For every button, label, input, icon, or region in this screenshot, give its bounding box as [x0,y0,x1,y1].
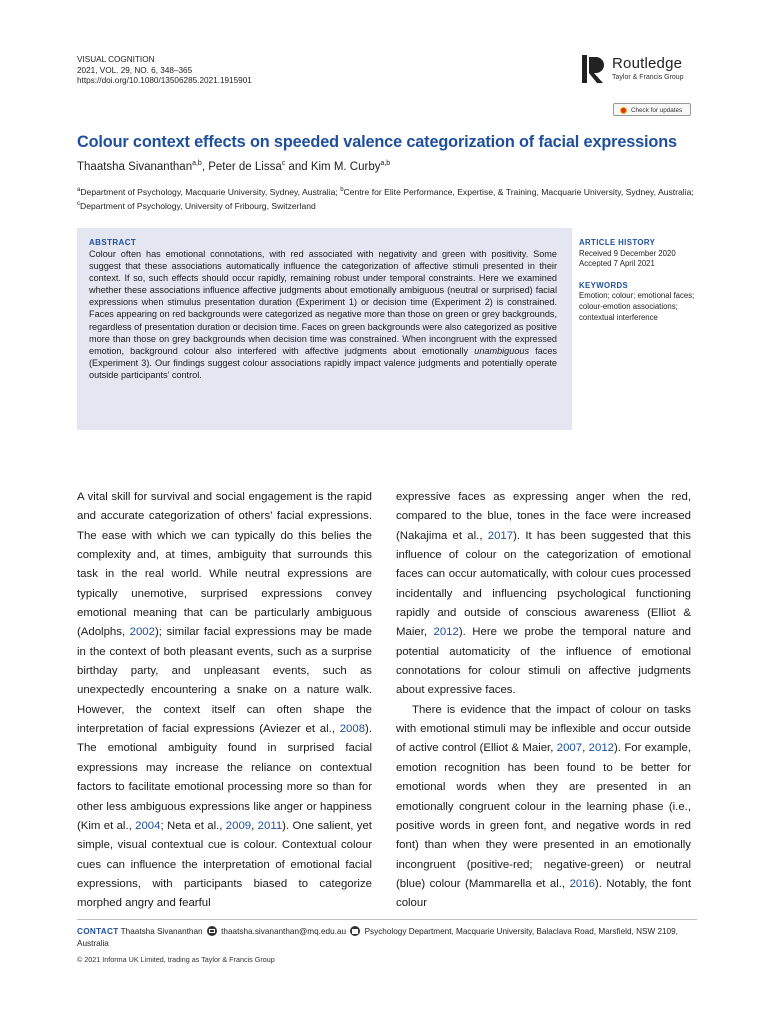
affiliation-mark: a [77,187,81,193]
affiliation-text: Department of Psychology, University of Fribourg, Switzerland [80,201,316,212]
check-for-updates-label: Check for updates [631,107,683,114]
keywords-heading: KEYWORDS [579,280,629,290]
citation-link[interactable]: 2009 [225,819,252,832]
author-affiliation-mark: a,b [380,160,391,167]
body-text: ; Neta et al., [160,819,226,832]
contact-info [77,926,702,949]
contact-label: CONTACT [77,927,119,936]
affiliation-text: Centre for Elite Performance, Expertise, & Training, Macquarie University, Sydney, Australia; [343,186,694,197]
article-history-heading: ARTICLE HISTORY [579,238,656,247]
body-text: expressive faces as expressing anger when the red, compared to the blue, tones in the face were increased (Nakajima et al., [396,491,691,542]
affiliation-text: Department of Psychology, Macquarie University, Sydney, Australia; [80,186,341,197]
author-list [77,160,390,173]
body-text: ). Here we probe the temporal nature and potential automaticity of the influence of emotional connotations for colour stimuli on affective judgments about expressive faces. [396,626,691,697]
journal-volume: 2021, VOL. 29, NO. 6, 348–365 [77,65,193,75]
body-text: ). The emotional ambiguity found in surprised facial expressions may increase the reliance on contextual factors to facilitate emotional processing more so than for other less ambiguous expressions like anger or happiness (Kim et al., [77,723,372,832]
contact-address: Psychology Department, Macquarie University, Balaclava Road, Marsfield, NSW 2109, Australia [77,927,678,948]
email-icon [207,926,217,936]
routledge-logo-icon [580,53,608,85]
citation-link[interactable]: 2016 [569,877,595,890]
crossmark-icon [620,107,627,114]
author-name[interactable]: Thaatsha Sivananthan [77,160,193,173]
contact-email-link[interactable]: thaatsha.sivananthan@mq.edu.au [221,927,346,936]
citation-link[interactable]: 2012 [433,626,459,639]
body-text: ). Notably, the font colour [396,877,691,910]
journal-name: VISUAL COGNITION [77,55,155,64]
body-text: ). It has been suggested that this influence of colour on the categorization of emotional faces can occur automatically, with colour cues processed incidentally and influencing psychological functioning rapidly and outside of conscious awareness (Elliot & Maier, [396,529,691,639]
body-text: A vital skill for survival and social engagement is the rapid and accurate categorization of others’ facial expressions. The ease with which we can typically do this belies the complexity and, at times, ambiguity that surrounds this task in the real world. While neutral expressions are typically unemotive, surprised expressions convey emotional meaning that can be particularly ambiguous (Adolphs, [77,491,372,639]
body-column-left [77,488,372,914]
received-date: Received 9 December 2020 [579,248,676,258]
footer-divider [77,919,697,920]
abstract-emphasis: unambiguous [474,345,530,356]
abstract-text: Colour often has emotional connotations, with red associated with negativity and green with positivity. Some suggest that these associations automatically influence the categorization of affective stimuli presented in their context. If so, such effects should occur rapidly, remaining robust under temporal constraints. Here we examined whether these associations influence affective judgments about emotionally ambiguous (neutral or surprised) facial expressions when stimulus presentation duration (Experiment 1) or decision time (Experiment 2) is constrained. Faces appearing on red backgrounds were categorized as negative more than those on green or grey backgrounds, regardless of presentation duration or decision time. Faces on green backgrounds were also categorized as positive more than those on grey backgrounds when decision time was constrained. When incongruent with the expressed emotion, background colour also interfered with affective judgments about emotionally unambiguous faces (Experiment 3). Our findings suggest colour associations rapidly impact valence judgments and potentially operate outside participants’ control. [89,249,557,380]
copyright: © 2021 Informa UK Limited, trading as Taylor & Francis Group [77,955,275,964]
citation-link[interactable]: 2011 [257,819,283,832]
body-paragraph [396,488,691,701]
citation-link[interactable]: 2004 [135,819,161,832]
affiliation-mark: c [77,201,80,208]
body-text: , [251,819,258,832]
publisher-name: Routledge [612,55,683,72]
author-affiliation-mark: c [281,160,286,167]
abstract-heading: ABSTRACT [89,238,137,247]
citation-link[interactable]: 2008 [339,723,366,736]
body-paragraph [396,701,691,914]
citation-link[interactable]: 2017 [487,529,514,542]
citation-link[interactable]: 2007 [556,742,583,755]
author-separator: and [285,160,311,173]
body-text: There is evidence that the impact of colour on tasks with emotional stimuli may be inflexible and occur outside of active control (Elliot & Maier, [396,703,691,755]
publisher-logo[interactable] [580,53,690,85]
article-sidebar [579,238,699,323]
article-title: Colour context effects on speeded valence categorization of facial expressions [77,133,677,151]
author-separator: , [201,160,209,173]
body-text: , [582,742,589,755]
author-name[interactable]: Kim M. Curby [310,160,381,173]
journal-meta [77,55,252,87]
journal-doi-link[interactable]: https://doi.org/10.1080/13506285.2021.1915901 [77,76,252,86]
contact-name: Thaatsha Sivananthan [120,927,203,936]
body-text: ). For example, emotion recognition has been found to be better for emotional words when they are presented in an emotionally congruent colour in the learning phase (i.e., positive words in green font, and negative words in red font) than when they were presented in an emotionally incongruent (positive-red; negative-green) or neutral (blue) colour (Mammarella et al., [396,742,692,890]
affiliations [77,184,697,213]
citation-link[interactable]: 2012 [588,742,614,755]
citation-link[interactable]: 2002 [129,626,155,639]
body-paragraph [77,488,372,914]
body-text: ); similar facial expressions may be made in the context of both pleasant events, such as a surprise birthday party, and unpleasant events, such as unexpectedly encountering a snake on a nature walk. However, the context itself can often shape the interpretation of facial expressions (Aviezer et al., [77,626,372,736]
accepted-date: Accepted 7 April 2021 [579,259,655,269]
abstract-box [77,228,572,430]
author-affiliation-mark: a,b [192,160,202,167]
publisher-group: Taylor & Francis Group [612,74,684,81]
body-text: ). One salient, yet simple, visual contextual cue is colour. Contextual colour cues can influence the interpretation of emotional facial expressions, with participants biased to categorize morphed angry and fearful [77,819,372,910]
address-icon [350,926,360,936]
affiliation-mark: b [340,187,344,193]
body-column-right [396,488,691,914]
check-for-updates-button[interactable] [613,103,691,116]
keywords-text: Emotion; colour; emotional faces; colour-emotion associations; contextual interference [579,291,695,322]
author-name[interactable]: Peter de Lissa [208,160,282,173]
